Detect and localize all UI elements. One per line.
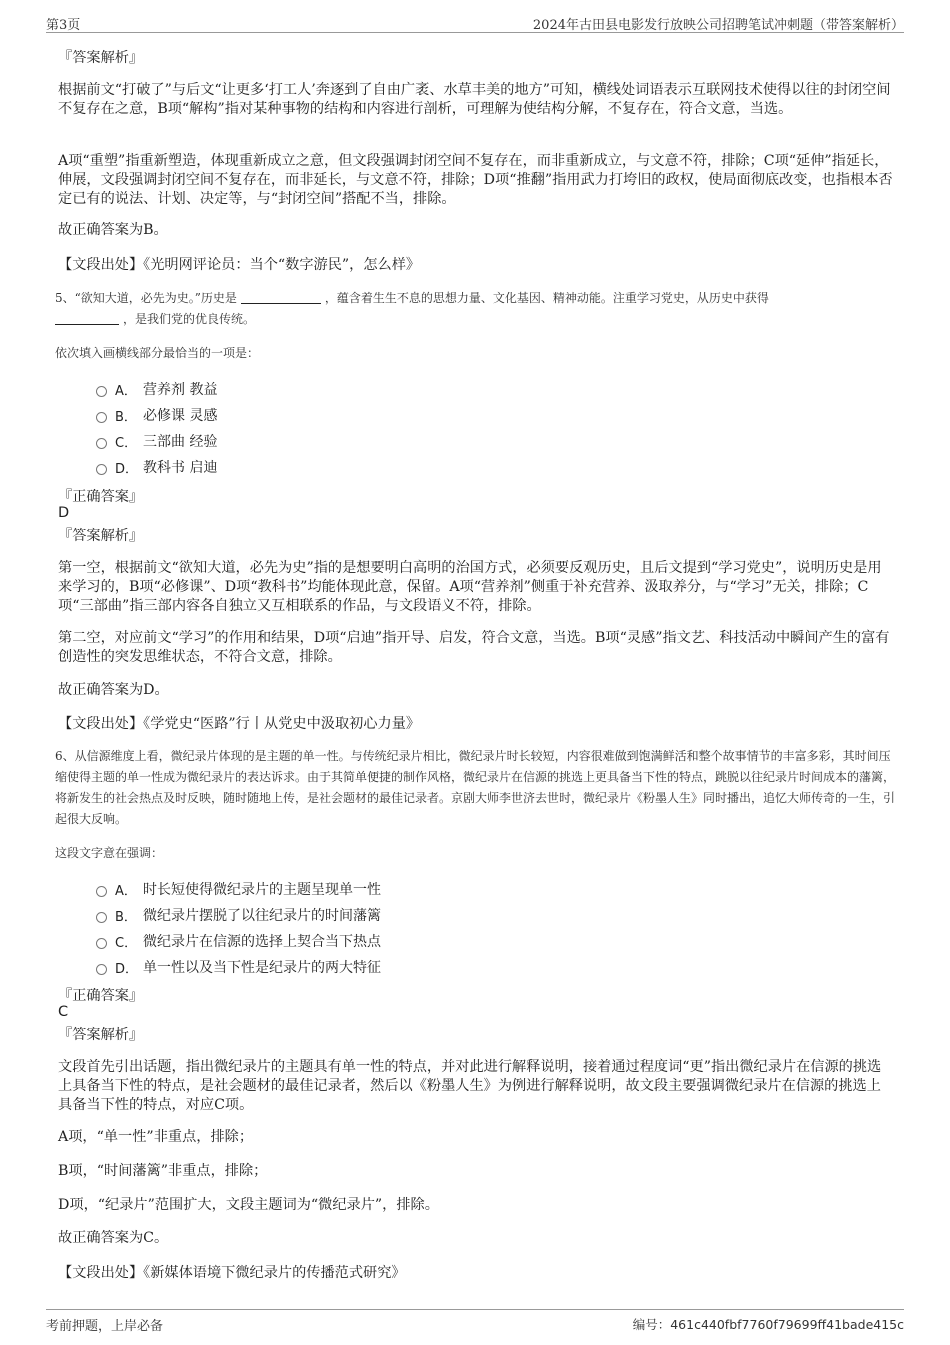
option-b[interactable]: B． 微纪录片摆脱了以往纪录片的时间藩篱 — [96, 905, 381, 925]
radio-button[interactable] — [96, 938, 107, 949]
document-title: 2024年古田县电影发行放映公司招聘笔试冲刺题（带答案解析） — [532, 18, 904, 33]
correct-answer-label: 『正确答案』 — [58, 489, 144, 505]
page-number: 第3页 — [46, 18, 81, 33]
conclusion: 故正确答案为C。 — [58, 1230, 169, 1246]
footer-slogan: 考前押题，上岸必备 — [46, 1319, 164, 1334]
radio-button[interactable] — [96, 386, 107, 397]
source-citation: 【文段出处】《学党史“医路”行丨从党史中汲取初心力量》 — [58, 716, 421, 732]
question-instruction: 依次填入画横线部分最恰当的一项是： — [55, 346, 260, 360]
analysis-paragraph: 第二空，对应前文“学习”的作用和结果，D项“启迪”指开导、启发，符合文意，当选。B项“灵感”指文艺、科技活动中瞬间产生的富有创造性的突发思维状态，不符合文意，排除。 — [58, 630, 890, 665]
conclusion: 故正确答案为B。 — [58, 222, 168, 238]
option-b[interactable]: B． 必修课 灵感 — [96, 405, 217, 425]
question-stem: 5、“欲知大道，必先为史。”历史是 ，蕴含着生生不息的思想力量、文化基因、精神动能。注重学习党史，从历史中获得 ，是我们党的优良传统。 — [55, 291, 769, 326]
option-d[interactable]: D． 教科书 启迪 — [96, 457, 217, 477]
analysis-paragraph: A项，“单一性”非重点，排除； — [58, 1129, 254, 1145]
correct-answer: C — [58, 1004, 69, 1020]
option-d[interactable]: D． 单一性以及当下性是纪录片的两大特征 — [96, 957, 381, 977]
analysis-label: 『答案解析』 — [58, 1027, 144, 1043]
analysis-paragraph: D项，“纪录片”范围扩大，文段主题词为“微纪录片”，排除。 — [58, 1197, 439, 1213]
correct-answer-label: 『正确答案』 — [58, 988, 144, 1004]
analysis-paragraph: 根据前文“打破了”与后文“让更多‘打工人’奔逐到了自由广袤、水草丰美的地方”可知，横线处词语表示互联网技术使得以往的封闭空间不复存在之意，B项“解构”指对某种事物的结构和内容进行剖析，可理解为使结构分解，不复存在，符合文意，当选。 — [58, 82, 891, 117]
analysis-label: 『答案解析』 — [58, 528, 144, 544]
analysis-label: 『答案解析』 — [58, 50, 144, 66]
analysis-paragraph: B项，“时间藩篱”非重点，排除； — [58, 1163, 268, 1179]
option-c[interactable]: C． 三部曲 经验 — [96, 431, 217, 451]
correct-answer: D — [58, 505, 70, 521]
analysis-paragraph: 第一空，根据前文“欲知大道，必先为史”指的是想要明白高明的治国方式，必须要反观历史，且后文提到“学习党史”，说明历史是用来学习的，B项“必修课”、D项“教科书”均能体现此意，保留。A项“营养剂”侧重于补充营养、汲取养分，与“学习”无关，排除；C项“三部曲”指三部内容各自独立又互相联系的作品，与文段语义不符，排除。 — [58, 560, 882, 614]
document-code: 编号：461c440fbf7760f79699ff41bade415c — [632, 1317, 904, 1332]
source-citation: 【文段出处】《新媒体语境下微纪录片的传播范式研究》 — [58, 1265, 406, 1281]
option-c[interactable]: C． 微纪录片在信源的选择上契合当下热点 — [96, 931, 381, 951]
radio-button[interactable] — [96, 412, 107, 423]
fill-blank — [241, 291, 321, 304]
radio-button[interactable] — [96, 886, 107, 897]
analysis-paragraph: A项“重塑”指重新塑造，体现重新成立之意，但文段强调封闭空间不复存在，而非重新成立，与文意不符，排除；C项“延伸”指延长，伸展，文段强调封闭空间不复存在，而非延长，与文意不符，排除；D项“推翻”指用武力打垮旧的政权，使局面彻底改变，也指根本否定已有的说法、计划、决定等，与“封闭空间”搭配不当，排除。 — [58, 153, 893, 207]
conclusion: 故正确答案为D。 — [58, 682, 169, 698]
radio-button[interactable] — [96, 464, 107, 475]
option-a[interactable]: A． 营养剂 教益 — [96, 379, 217, 399]
page-footer — [46, 1309, 904, 1336]
page-header — [46, 12, 904, 33]
analysis-paragraph: 文段首先引出话题，指出微纪录片的主题具有单一性的特点，并对此进行解释说明，接着通过程度词“更”指出微纪录片在信源的挑选上具备当下性的特点，是社会题材的最佳记录者，然后以《粉墨人生》为例进行解释说明，故文段主要强调微纪录片在信源的挑选上具备当下性的特点，对应C项。 — [58, 1059, 882, 1113]
question-instruction: 这段文字意在强调： — [55, 846, 164, 860]
source-citation: 【文段出处】《光明网评论员：当个“数字游民”，怎么样》 — [58, 257, 421, 273]
radio-button[interactable] — [96, 438, 107, 449]
option-a[interactable]: A． 时长短使得微纪录片的主题呈现单一性 — [96, 879, 381, 899]
radio-button[interactable] — [96, 912, 107, 923]
radio-button[interactable] — [96, 964, 107, 975]
question-stem: 6、从信源维度上看，微纪录片体现的是主题的单一性。与传统纪录片相比，微纪录片时长较短，内容很难做到饱满鲜活和整个故事情节的丰富多彩，其时间压缩使得主题的单一性成为微纪录片的表达诉求。由于其简单便捷的制作风格，微纪录片在信源的挑选上更具备当下性的特点，跳脱以往纪录片时间成本的藩篱，将新发生的社会热点及时反映，随时随地上传，是社会题材的最佳记录者。京剧大师李世济去世时，微纪录片《粉墨人生》同时播出，追忆大师传奇的一生，引起很大反响。 — [55, 749, 896, 826]
fill-blank — [55, 312, 119, 325]
